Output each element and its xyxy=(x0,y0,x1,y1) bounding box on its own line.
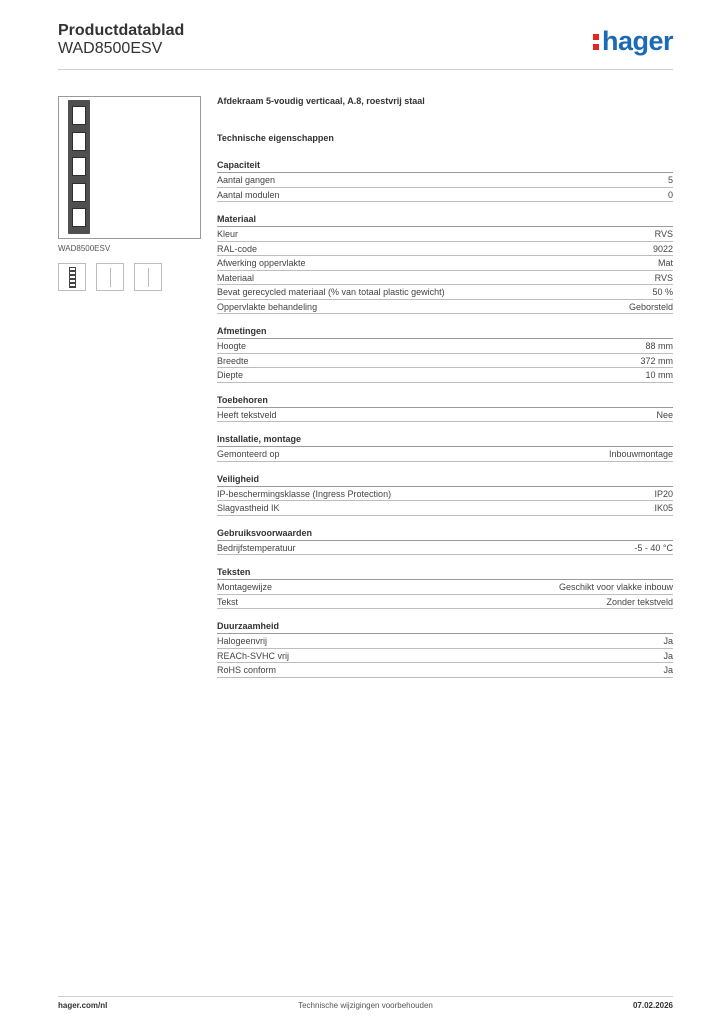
spec-value: 50 % xyxy=(652,287,673,297)
spec-row xyxy=(217,663,673,678)
section-title: Toebehoren xyxy=(217,394,673,408)
document-title: Productdatablad xyxy=(58,22,185,39)
spec-value: RVS xyxy=(654,229,673,239)
spec-section xyxy=(217,394,673,423)
spec-value: Ja xyxy=(663,665,673,675)
spec-row xyxy=(217,242,673,257)
spec-section xyxy=(217,213,673,314)
section-title: Installatie, montage xyxy=(217,433,673,447)
image-caption: WAD8500ESV xyxy=(58,244,111,253)
spec-value: IP20 xyxy=(654,488,673,499)
cover-frame-illustration xyxy=(68,100,90,234)
frame-opening xyxy=(72,183,86,202)
spec-value: Inbouwmontage xyxy=(608,449,673,459)
spec-value: RVS xyxy=(654,272,673,283)
spec-label: Materiaal xyxy=(217,272,255,283)
logo-mark-icon xyxy=(593,32,599,52)
spec-row xyxy=(217,300,673,315)
spec-label: Gemonteerd op xyxy=(217,449,280,459)
spec-label: Hoogte xyxy=(217,341,247,351)
spec-row xyxy=(217,447,673,462)
section-title: Veiligheid xyxy=(217,473,673,487)
spec-label: Oppervlakte behandeling xyxy=(217,301,318,312)
spec-label: RAL-code xyxy=(217,243,258,254)
spec-row xyxy=(217,634,673,649)
spec-row xyxy=(217,501,673,516)
spec-value: 88 mm xyxy=(645,341,673,351)
thumbnail-side-view[interactable] xyxy=(96,263,124,291)
spec-row xyxy=(217,487,673,502)
spec-label: Diepte xyxy=(217,370,244,380)
spec-label: Bedrijfstemperatuur xyxy=(217,542,296,553)
spec-value: -5 - 40 °C xyxy=(634,542,673,553)
spec-row xyxy=(217,541,673,556)
spec-row xyxy=(217,256,673,271)
spec-label: Aantal gangen xyxy=(217,175,276,185)
spec-row xyxy=(217,227,673,242)
spec-section xyxy=(217,473,673,516)
spec-section xyxy=(217,325,673,383)
product-code: WAD8500ESV xyxy=(58,40,163,57)
spec-row xyxy=(217,354,673,369)
product-image xyxy=(58,96,201,239)
footer-website: hager.com/nl xyxy=(58,1001,108,1010)
profile-view-icon xyxy=(148,268,149,287)
section-title: Teksten xyxy=(217,566,673,580)
spec-label: IP-beschermingsklasse (Ingress Protection) xyxy=(217,488,392,499)
spec-section xyxy=(217,620,673,678)
spec-label: Afwerking oppervlakte xyxy=(217,258,306,268)
section-title: Capaciteit xyxy=(217,159,673,173)
spec-row xyxy=(217,188,673,203)
thumbnail-front-view[interactable] xyxy=(58,263,86,291)
logo-text: hager xyxy=(601,26,673,56)
frame-thumbnail-icon xyxy=(69,267,76,288)
spec-label: REACh-SVHC vrij xyxy=(217,650,290,661)
spec-row xyxy=(217,271,673,286)
spec-value: Geschikt voor vlakke inbouw xyxy=(558,582,673,592)
spec-section xyxy=(217,566,673,609)
section-title: Afmetingen xyxy=(217,325,673,339)
spec-row xyxy=(217,649,673,664)
spec-row xyxy=(217,595,673,610)
section-title: Materiaal xyxy=(217,213,673,227)
spec-value: 372 mm xyxy=(640,355,673,366)
spec-label: Tekst xyxy=(217,596,239,607)
technical-properties-heading: Technische eigenschappen xyxy=(217,133,334,143)
spec-row xyxy=(217,408,673,423)
spec-value: 9022 xyxy=(652,243,673,254)
frame-opening xyxy=(72,132,86,151)
spec-sections xyxy=(217,159,673,678)
footer-disclaimer: Technische wijzigingen voorbehouden xyxy=(298,1001,433,1010)
spec-value: IK05 xyxy=(654,503,673,513)
spec-value: Ja xyxy=(663,636,673,646)
page-header xyxy=(58,22,673,70)
spec-row xyxy=(217,285,673,300)
hager-logo xyxy=(593,27,673,55)
frame-opening xyxy=(72,157,86,176)
side-view-icon xyxy=(110,268,111,287)
thumbnail-profile-view[interactable] xyxy=(134,263,162,291)
spec-row xyxy=(217,368,673,383)
spec-row xyxy=(217,339,673,354)
spec-label: Heeft tekstveld xyxy=(217,409,277,420)
spec-label: Halogeenvrij xyxy=(217,636,268,646)
page-footer xyxy=(58,996,673,1012)
spec-label: Breedte xyxy=(217,355,249,366)
frame-opening xyxy=(72,106,86,125)
specifications xyxy=(217,95,673,678)
spec-row xyxy=(217,173,673,188)
spec-label: Montagewijze xyxy=(217,582,273,592)
spec-label: Bevat gerecycled materiaal (% van totaal plastic gewicht) xyxy=(217,287,445,297)
spec-row xyxy=(217,580,673,595)
spec-value: Ja xyxy=(663,650,673,661)
spec-value: 5 xyxy=(667,175,673,185)
product-description: Afdekraam 5-voudig verticaal, A.8, roestvrij staal xyxy=(217,96,425,106)
spec-value: Zonder tekstveld xyxy=(606,596,673,607)
spec-label: Slagvastheid IK xyxy=(217,503,280,513)
spec-value: Mat xyxy=(657,258,673,268)
spec-label: Kleur xyxy=(217,229,239,239)
spec-section xyxy=(217,527,673,556)
spec-value: 0 xyxy=(667,189,673,200)
spec-value: Geborsteld xyxy=(628,301,673,312)
spec-value: Nee xyxy=(656,409,673,420)
spec-section xyxy=(217,159,673,202)
spec-label: Aantal modulen xyxy=(217,189,280,200)
spec-label: RoHS conform xyxy=(217,665,277,675)
section-title: Duurzaamheid xyxy=(217,620,673,634)
spec-value: 10 mm xyxy=(645,370,673,380)
spec-section xyxy=(217,433,673,462)
frame-opening xyxy=(72,208,86,227)
section-title: Gebruiksvoorwaarden xyxy=(217,527,673,541)
footer-date: 07.02.2026 xyxy=(632,1001,673,1010)
